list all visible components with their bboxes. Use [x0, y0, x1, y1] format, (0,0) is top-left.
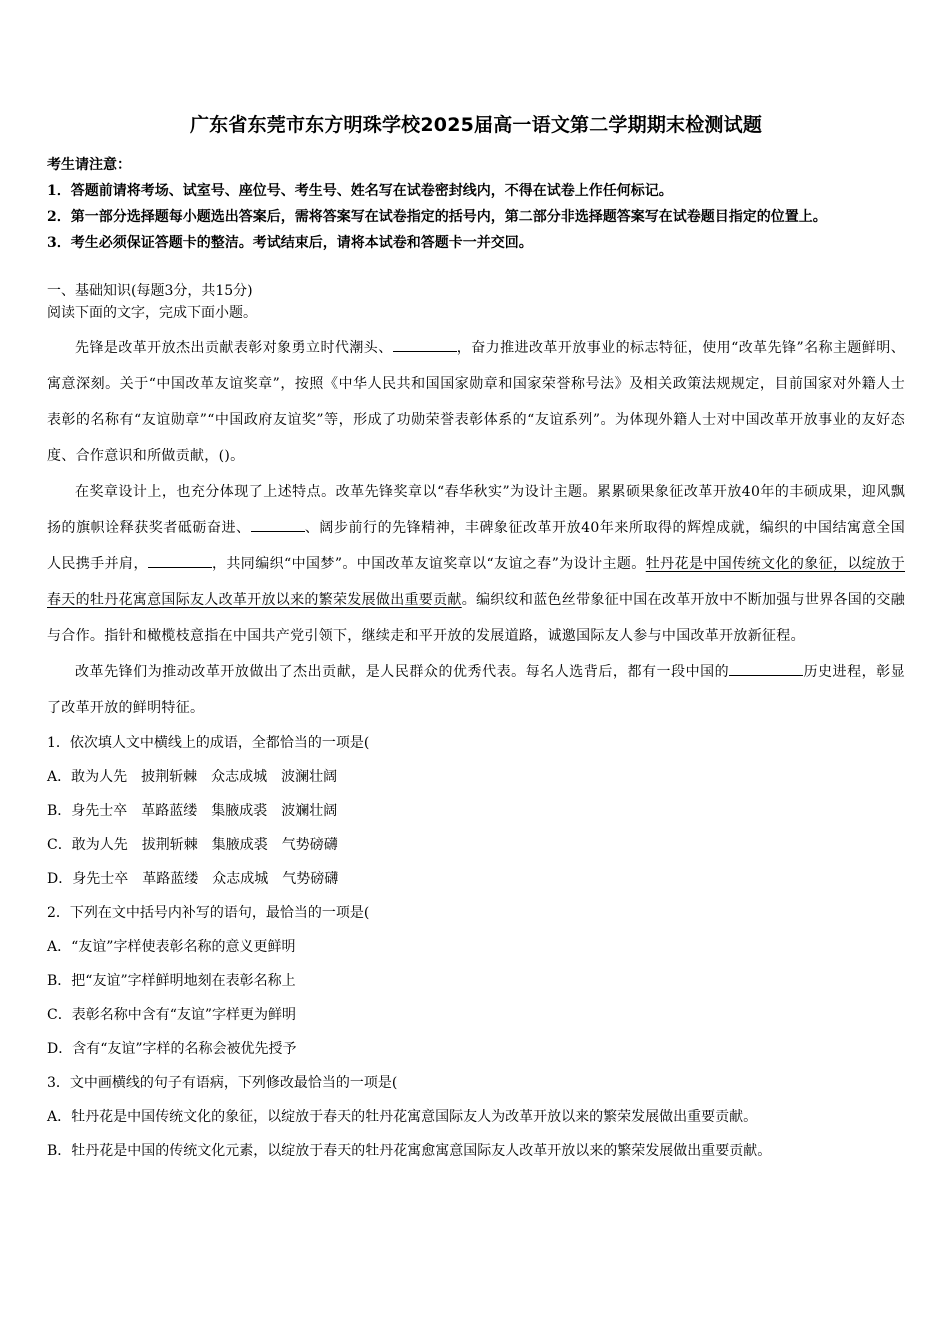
fill-blank-1 [393, 337, 457, 352]
option-2b[interactable] [47, 964, 905, 998]
option-1a[interactable] [47, 760, 905, 794]
question-1 [47, 726, 905, 896]
passage-text: ，奋力推进改革开放事业的标志特征，使用“改革先锋”名称主题鲜明、寓意深刻。关于“中国改革友谊奖章”，按照《中华人民共和国国家勋章和国家荣誉称号法》及相关政策法规规定，目前国家对外籍人士表彰的名称有“友谊勋章”“中国政府友谊奖”等，形成了功勋荣誉表彰体系的“友谊系列”。为体现外籍人士对中国改革开放事业的友好态度、合作意识和所做贡献，()。 [47, 340, 905, 464]
option-word: 敢为人先 [71, 769, 128, 785]
option-text: 牡丹花是中国传统文化的象征，以绽放于春天的牡丹花寓意国际友人为改革开放以来的繁荣发展做出重要贡献。 [71, 1109, 758, 1125]
option-letter: C． [47, 837, 72, 853]
option-letter: D． [47, 871, 73, 887]
option-word: 革路蓝缕 [141, 803, 198, 819]
passage-paragraph-3 [47, 654, 905, 726]
option-word: 披荆斩棘 [141, 769, 198, 785]
option-3b[interactable] [47, 1134, 905, 1168]
option-letter: A． [47, 1109, 72, 1125]
option-word: 波斓壮阔 [281, 803, 338, 819]
option-letter: B． [47, 973, 72, 989]
notice-item-2: 2．第一部分选择题每小题选出答案后，需将答案写在试卷指定的括号内，第二部分非选择题答案写在试卷题目指定的位置上。 [47, 209, 827, 225]
option-text: 牡丹花是中国的传统文化元素，以绽放于春天的牡丹花寓愈寓意国际友人改革开放以来的繁荣发展做出重要贡献。 [71, 1143, 772, 1159]
option-text: 把“友谊”字样鲜明地刻在表彰名称上 [71, 973, 296, 989]
option-letter: B． [47, 1143, 72, 1159]
question-stem: 3．文中画横线的句子有语病，下列修改最恰当的一项是( [47, 1075, 398, 1091]
option-letter: D． [47, 1041, 73, 1057]
option-word: 众志成城 [211, 769, 268, 785]
passage-paragraph-1 [47, 330, 905, 474]
fill-blank-3 [148, 553, 212, 568]
option-letter: A． [47, 939, 72, 955]
passage-text: 。编织纹和蓝色丝带象征中国在改革开放中不断加强与世界各国的交融与合作。指针和橄榄枝意指在中国共产党引领下，继续走和平开放的发展道路，诚邀国际友人参与中国改革开放新征程。 [47, 592, 906, 644]
option-word: 集腋成裘 [211, 837, 268, 853]
option-3a[interactable] [47, 1100, 905, 1134]
passage-text: 在奖章设计上，也充分体现了上述特点。改革先锋奖章以“春华秋实”为设计主题。累累硕果象征改革开放40年的丰硕成果，迎风飘扬的旗帜诠释获奖者砥砺奋进、 [47, 484, 905, 536]
option-word: 革路蓝缕 [142, 871, 199, 887]
option-word: 拔荆斩棘 [141, 837, 198, 853]
option-text: 含有“友谊”字样的名称会被优先授予 [72, 1041, 297, 1057]
option-text: “友谊”字样使表彰名称的意义更鲜明 [71, 939, 296, 955]
question-stem: 2．下列在文中括号内补写的语句，最恰当的一项是( [47, 905, 370, 921]
underlined-sentence: 牡丹花是中国传统文化的象征，以绽放于春天的牡丹花寓意国际友人改革开放以来的繁荣发展做出重要贡献 [47, 556, 905, 608]
option-word: 集腋成裘 [211, 803, 268, 819]
option-word: 众志成城 [212, 871, 269, 887]
question-2 [47, 896, 905, 1066]
section-instruction: 阅读下面的文字，完成下面小题。 [47, 305, 257, 321]
fill-blank-4 [729, 661, 803, 676]
option-word: 气势磅礴 [281, 837, 338, 853]
passage-text: 先锋是改革开放杰出贡献表彰对象勇立时代潮头、 [75, 340, 393, 356]
notice-heading: 考生请注意： [47, 157, 131, 173]
notice-item-3: 3．考生必须保证答题卡的整洁。考试结束后，请将本试卷和答题卡一并交回。 [47, 235, 533, 251]
option-1d[interactable] [47, 862, 905, 896]
passage-text: 历史进程，彰显了改革开放的鲜明特征。 [47, 664, 906, 716]
option-2a[interactable] [47, 930, 905, 964]
option-letter: C． [47, 1007, 72, 1023]
option-2c[interactable] [47, 998, 905, 1032]
option-word: 身先士卒 [71, 803, 128, 819]
option-2d[interactable] [47, 1032, 905, 1066]
page-title: 广东省东莞市东方明珠学校2025届高一语文第二学期期末检测试题 [189, 114, 763, 136]
option-1b[interactable] [47, 794, 905, 828]
notice-item-1: 1．答题前请将考场、试室号、座位号、考生号、姓名写在试卷密封线内，不得在试卷上作任何标记。 [47, 183, 673, 199]
passage-paragraph-2 [47, 474, 905, 654]
passage-text: ，共同编织“中国梦”。中国改革友谊奖章以“友谊之春”为设计主题。 [211, 556, 646, 572]
question-3 [47, 1066, 905, 1168]
option-letter: B． [47, 803, 72, 819]
reading-passage [47, 330, 905, 726]
option-word: 敢为人先 [71, 837, 128, 853]
notice-block [47, 152, 905, 256]
passage-text: 、阔步前行的先锋精神，丰碑象征改革开放40年来所取得的辉煌成就，编织的中国结寓意全国人民携手并肩， [47, 520, 905, 572]
option-text: 表彰名称中含有“友谊”字样更为鲜明 [71, 1007, 297, 1023]
exam-page [47, 110, 905, 1168]
passage-text: 改革先锋们为推动改革开放做出了杰出贡献，是人民群众的优秀代表。每名人选背后，都有一段中国的 [75, 664, 730, 680]
option-word: 气势磅礴 [282, 871, 339, 887]
section-title: 一、基础知识(每题3分，共15分) [47, 283, 253, 299]
option-word: 波澜壮阔 [281, 769, 338, 785]
option-1c[interactable] [47, 828, 905, 862]
question-stem: 1．依次填人文中横线上的成语，全都恰当的一项是( [47, 735, 370, 751]
option-word: 身先士卒 [72, 871, 129, 887]
fill-blank-2 [251, 517, 305, 532]
option-letter: A． [47, 769, 72, 785]
